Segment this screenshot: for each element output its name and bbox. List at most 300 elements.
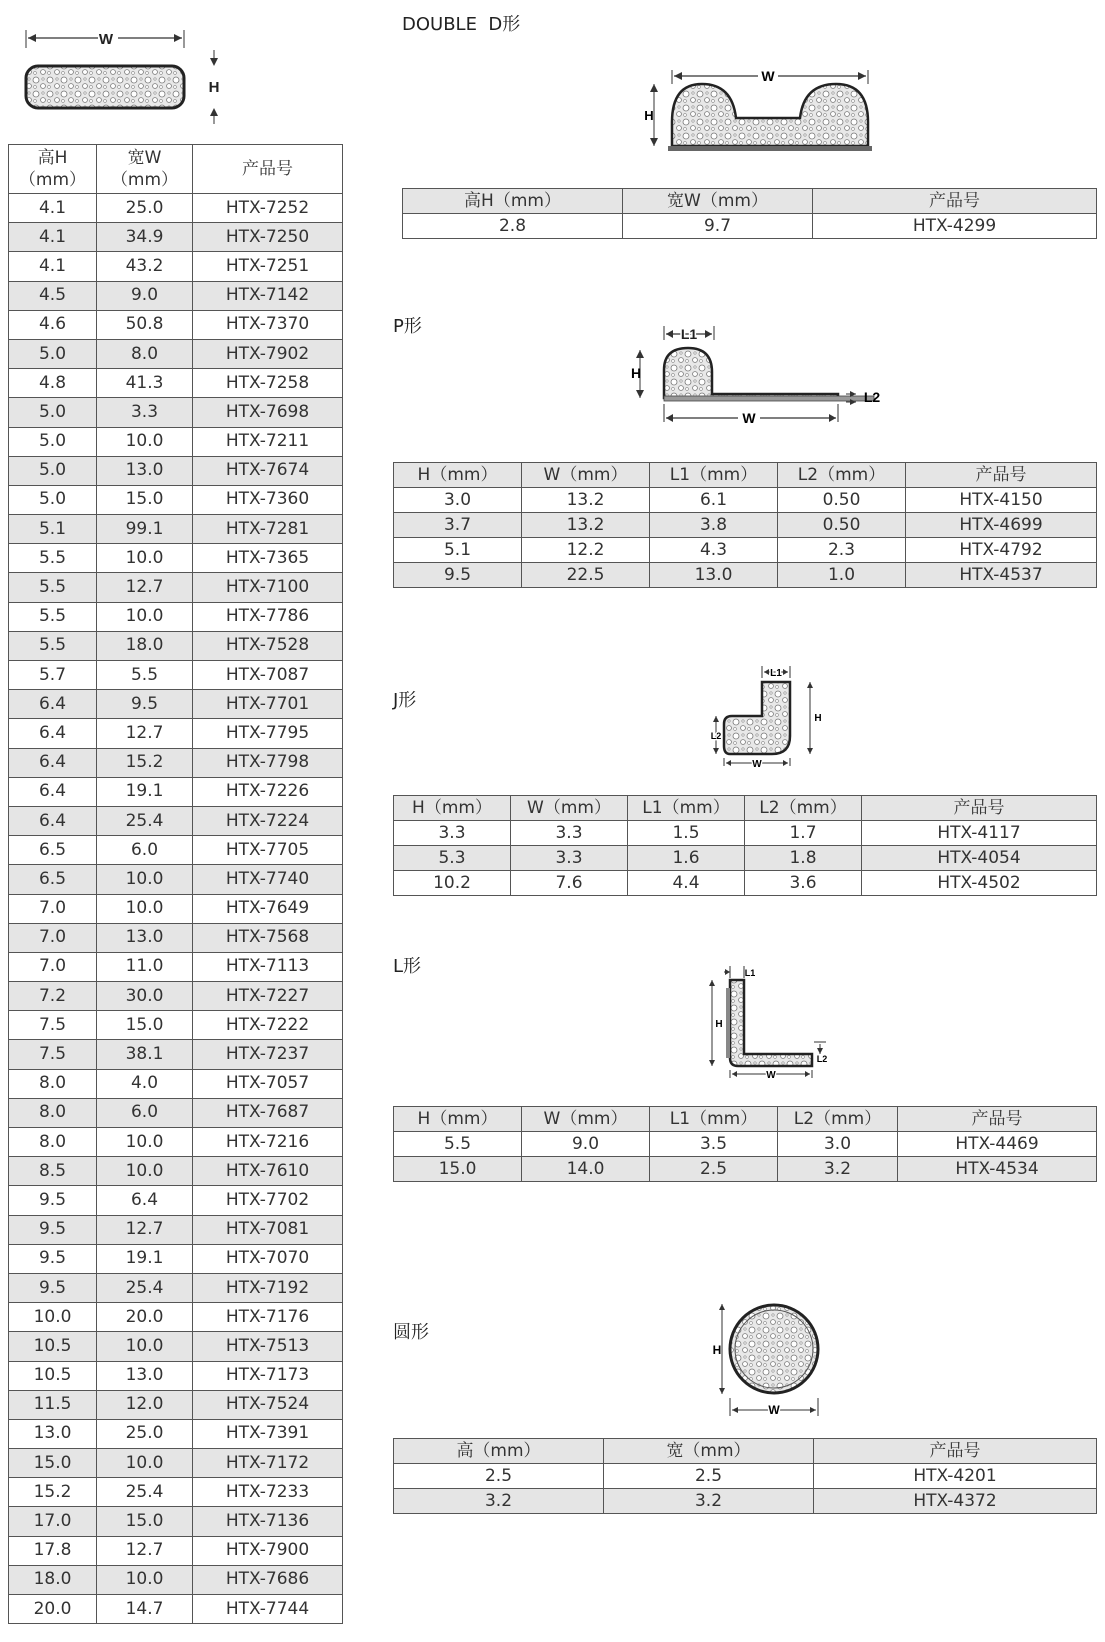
table-row (9, 1361, 343, 1390)
table-cell: 1.0 (778, 563, 906, 588)
table-cell: HTX-4537 (906, 563, 1097, 588)
table-row (394, 513, 1097, 538)
table-cell: HTX-4534 (898, 1157, 1097, 1182)
table-cell: 4.1 (9, 252, 97, 281)
table-row (9, 1390, 343, 1419)
table-row (9, 690, 343, 719)
round-h-label: H (712, 1343, 722, 1357)
table-header-cell: L1（mm） (628, 796, 745, 821)
table-cell: 5.0 (9, 485, 97, 514)
table-cell: 18.0 (9, 1565, 97, 1594)
table-cell: 5.1 (9, 515, 97, 544)
table-cell: HTX-4469 (898, 1132, 1097, 1157)
table-header-cell: W（mm） (522, 463, 650, 488)
table-row (9, 1595, 343, 1624)
table-cell: 13.0 (97, 923, 193, 952)
table-cell: HTX-7649 (193, 894, 343, 923)
table-cell: HTX-7113 (193, 952, 343, 981)
table-cell: 5.0 (9, 339, 97, 368)
table-cell: 3.3 (97, 398, 193, 427)
table-cell: 7.5 (9, 1040, 97, 1069)
table-cell: HTX-7281 (193, 515, 343, 544)
table-header-cell: L2（mm） (778, 1107, 898, 1132)
table-cell: HTX-4372 (814, 1489, 1097, 1514)
table-row (9, 1157, 343, 1186)
table-cell: 4.8 (9, 369, 97, 398)
table-header-cell: W（mm） (511, 796, 628, 821)
table-cell: 15.0 (97, 1507, 193, 1536)
table-cell: 5.1 (394, 538, 522, 563)
table-cell: HTX-7251 (193, 252, 343, 281)
p-l2-label: L2 (863, 389, 881, 405)
table-cell: 5.5 (9, 631, 97, 660)
table-cell: 15.0 (97, 1011, 193, 1040)
table-cell: 12.2 (522, 538, 650, 563)
double-d-w-label: W (761, 68, 775, 84)
table-row (9, 1419, 343, 1448)
table-cell: 18.0 (97, 631, 193, 660)
table-cell: HTX-7136 (193, 1507, 343, 1536)
table-cell: 9.5 (9, 1273, 97, 1302)
table-cell: 8.0 (97, 339, 193, 368)
round-w-label: W (768, 1403, 780, 1417)
table-header-cell: 宽（mm） (604, 1439, 814, 1464)
table-cell: 10.0 (97, 1332, 193, 1361)
table-header-cell: 产品号 (862, 796, 1097, 821)
table-cell: 10.5 (9, 1361, 97, 1390)
table-row (394, 821, 1097, 846)
table-cell: 4.1 (9, 194, 97, 223)
table-cell: 10.0 (97, 865, 193, 894)
table-cell: 7.0 (9, 952, 97, 981)
table-header-cell: L2（mm） (745, 796, 862, 821)
table-header-row (9, 145, 343, 194)
table-row (9, 1011, 343, 1040)
table-cell: 99.1 (97, 515, 193, 544)
table-header-cell: L1（mm） (650, 1107, 778, 1132)
table-cell: HTX-7795 (193, 719, 343, 748)
j-l1-label: L1 (770, 668, 782, 679)
table-cell: 3.3 (394, 821, 511, 846)
table-cell: HTX-7087 (193, 661, 343, 690)
table-cell: 13.0 (97, 456, 193, 485)
table-header-cell: H（mm） (394, 1107, 522, 1132)
table-header-cell: W（mm） (522, 1107, 650, 1132)
table-row (394, 1132, 1097, 1157)
table-cell: 41.3 (97, 369, 193, 398)
table-cell: 50.8 (97, 310, 193, 339)
table-cell: HTX-7674 (193, 456, 343, 485)
table-cell: 1.8 (745, 846, 862, 871)
table-row (394, 1464, 1097, 1489)
table-cell: 15.0 (9, 1449, 97, 1478)
table-cell: 15.0 (97, 485, 193, 514)
table-cell: HTX-4117 (862, 821, 1097, 846)
table-cell: 10.0 (97, 894, 193, 923)
p-shape-table (393, 462, 1097, 588)
table-cell: 5.5 (394, 1132, 522, 1157)
p-shape-title: P形 (393, 316, 422, 337)
table-header-cell: L1（mm） (650, 463, 778, 488)
table-cell: 34.9 (97, 223, 193, 252)
table-cell: 6.4 (9, 690, 97, 719)
j-h-label: H (814, 713, 822, 724)
table-row (9, 806, 343, 835)
table-cell: 6.4 (9, 806, 97, 835)
table-cell: 3.0 (394, 488, 522, 513)
round-diagram (706, 1298, 826, 1422)
double-d-table (402, 188, 1097, 239)
table-row (9, 982, 343, 1011)
table-cell: 3.2 (394, 1489, 604, 1514)
table-cell: 17.0 (9, 1507, 97, 1536)
table-row (9, 1303, 343, 1332)
table-header-cell: H（mm） (394, 463, 522, 488)
table-cell: 3.8 (650, 513, 778, 538)
table-cell: HTX-7528 (193, 631, 343, 660)
table-row (9, 923, 343, 952)
l-l1-label: L1 (744, 968, 756, 978)
table-cell: 12.7 (97, 719, 193, 748)
table-cell: HTX-7172 (193, 1449, 343, 1478)
table-row (394, 1157, 1097, 1182)
p-h-label: H (630, 365, 642, 381)
table-cell: 4.0 (97, 1069, 193, 1098)
table-cell: 22.5 (522, 563, 650, 588)
table-row (9, 339, 343, 368)
table-cell: 7.2 (9, 982, 97, 1011)
table-cell: 9.5 (97, 690, 193, 719)
table-row (9, 544, 343, 573)
l-h-label: H (715, 1019, 723, 1030)
table-cell: 5.0 (9, 427, 97, 456)
table-cell: HTX-7701 (193, 690, 343, 719)
table-cell: 3.2 (778, 1157, 898, 1182)
table-row (9, 1186, 343, 1215)
table-cell: 11.0 (97, 952, 193, 981)
table-cell: HTX-7176 (193, 1303, 343, 1332)
table-cell: 12.7 (97, 573, 193, 602)
table-row (9, 194, 343, 223)
table-cell: 1.7 (745, 821, 862, 846)
table-cell: HTX-7192 (193, 1273, 343, 1302)
table-row (9, 398, 343, 427)
table-cell: HTX-7070 (193, 1244, 343, 1273)
table-cell: 6.4 (97, 1186, 193, 1215)
table-cell: 5.3 (394, 846, 511, 871)
table-row (9, 719, 343, 748)
table-cell: 10.0 (9, 1303, 97, 1332)
l-shape-diagram (702, 962, 832, 1080)
table-cell: HTX-7100 (193, 573, 343, 602)
table-cell: HTX-7081 (193, 1215, 343, 1244)
table-row (394, 846, 1097, 871)
table-header-cell: 产品号 (906, 463, 1097, 488)
table-cell: 9.0 (522, 1132, 650, 1157)
table-cell: HTX-7227 (193, 982, 343, 1011)
table-cell: HTX-7798 (193, 748, 343, 777)
table-row (9, 1244, 343, 1273)
table-cell: 9.5 (394, 563, 522, 588)
table-cell: HTX-7365 (193, 544, 343, 573)
table-cell: 6.4 (9, 719, 97, 748)
table-cell: 5.5 (9, 573, 97, 602)
table-header-cell: 产品号 (813, 189, 1097, 214)
table-cell: 9.5 (9, 1186, 97, 1215)
table-cell: HTX-7786 (193, 602, 343, 631)
header-product: 产品号 (193, 145, 343, 194)
table-cell: HTX-4054 (862, 846, 1097, 871)
table-row (394, 488, 1097, 513)
table-cell: 3.2 (604, 1489, 814, 1514)
table-row (9, 1215, 343, 1244)
table-cell: HTX-7698 (193, 398, 343, 427)
table-cell: 2.8 (403, 214, 623, 239)
table-row (9, 427, 343, 456)
table-cell: HTX-7211 (193, 427, 343, 456)
table-cell: HTX-7142 (193, 281, 343, 310)
j-shape-table (393, 795, 1097, 896)
table-cell: 0.50 (778, 488, 906, 513)
table-cell: HTX-7705 (193, 836, 343, 865)
table-cell: 6.4 (9, 777, 97, 806)
p-shape-diagram (628, 322, 898, 432)
table-cell: 2.5 (394, 1464, 604, 1489)
table-row (9, 748, 343, 777)
table-cell: 2.5 (650, 1157, 778, 1182)
table-cell: 13.2 (522, 488, 650, 513)
table-row (9, 573, 343, 602)
table-row (9, 865, 343, 894)
table-cell: 3.0 (778, 1132, 898, 1157)
table-row (9, 894, 343, 923)
table-cell: 3.7 (394, 513, 522, 538)
table-cell: 0.50 (778, 513, 906, 538)
table-cell: 5.0 (9, 456, 97, 485)
table-cell: 7.6 (511, 871, 628, 896)
table-header-cell: H（mm） (394, 796, 511, 821)
table-row (9, 369, 343, 398)
double-d-h-label: H (644, 108, 654, 123)
l-shape-table (393, 1106, 1097, 1182)
table-cell: 30.0 (97, 982, 193, 1011)
j-shape-diagram (704, 662, 834, 772)
table-cell: 4.1 (9, 223, 97, 252)
table-cell: HTX-7686 (193, 1565, 343, 1594)
table-cell: 13.0 (9, 1419, 97, 1448)
table-cell: HTX-7258 (193, 369, 343, 398)
table-cell: HTX-7216 (193, 1128, 343, 1157)
table-cell: 14.7 (97, 1595, 193, 1624)
table-cell: 5.5 (97, 661, 193, 690)
table-cell: 4.4 (628, 871, 745, 896)
table-row (9, 602, 343, 631)
table-cell: HTX-7370 (193, 310, 343, 339)
table-header-cell: 高（mm） (394, 1439, 604, 1464)
table-cell: 43.2 (97, 252, 193, 281)
table-cell: 6.5 (9, 865, 97, 894)
table-cell: 5.7 (9, 661, 97, 690)
table-row (9, 777, 343, 806)
table-cell: HTX-7524 (193, 1390, 343, 1419)
table-cell: 17.8 (9, 1536, 97, 1565)
table-row (9, 1128, 343, 1157)
table-row (9, 1332, 343, 1361)
flat-strip-table (8, 144, 343, 1624)
table-row (403, 214, 1097, 239)
table-cell: 25.0 (97, 194, 193, 223)
l-l2-label: L2 (816, 1054, 828, 1064)
table-cell: HTX-7702 (193, 1186, 343, 1215)
table-row (394, 538, 1097, 563)
table-row (9, 310, 343, 339)
flat-w-label: W (98, 31, 114, 48)
table-cell: HTX-7252 (193, 194, 343, 223)
table-cell: 11.5 (9, 1390, 97, 1419)
table-cell: 5.5 (9, 544, 97, 573)
table-cell: HTX-4502 (862, 871, 1097, 896)
table-cell: 10.0 (97, 544, 193, 573)
table-cell: 9.7 (623, 214, 813, 239)
double-d-diagram (640, 62, 880, 157)
table-header-cell: 高H（mm） (403, 189, 623, 214)
table-row (9, 1069, 343, 1098)
table-cell: 1.6 (628, 846, 745, 871)
table-row (9, 252, 343, 281)
table-cell: 3.6 (745, 871, 862, 896)
table-cell: 38.1 (97, 1040, 193, 1069)
table-cell: 10.0 (97, 1157, 193, 1186)
table-row (9, 456, 343, 485)
table-cell: 15.0 (394, 1157, 522, 1182)
table-cell: 2.3 (778, 538, 906, 563)
table-row (9, 952, 343, 981)
table-cell: 14.0 (522, 1157, 650, 1182)
table-cell: 6.5 (9, 836, 97, 865)
table-row (9, 631, 343, 660)
table-cell: HTX-4792 (906, 538, 1097, 563)
table-row (9, 1565, 343, 1594)
table-cell: 25.4 (97, 1273, 193, 1302)
table-cell: 15.2 (97, 748, 193, 777)
table-row (394, 1489, 1097, 1514)
flat-h-label: H (208, 79, 220, 96)
table-cell: 10.2 (394, 871, 511, 896)
table-cell: 6.1 (650, 488, 778, 513)
table-cell: 13.0 (97, 1361, 193, 1390)
table-cell: HTX-7610 (193, 1157, 343, 1186)
table-row (9, 1507, 343, 1536)
table-cell: 15.2 (9, 1478, 97, 1507)
table-cell: 8.0 (9, 1098, 97, 1127)
table-cell: 10.5 (9, 1332, 97, 1361)
table-cell: 5.0 (9, 398, 97, 427)
table-cell: HTX-7057 (193, 1069, 343, 1098)
table-cell: 4.5 (9, 281, 97, 310)
round-table (393, 1438, 1097, 1514)
table-cell: HTX-7360 (193, 485, 343, 514)
table-row (9, 661, 343, 690)
table-cell: 9.0 (97, 281, 193, 310)
table-cell: 8.5 (9, 1157, 97, 1186)
table-cell: 25.4 (97, 806, 193, 835)
table-cell: 10.0 (97, 1565, 193, 1594)
table-cell: 13.0 (650, 563, 778, 588)
table-cell: 6.0 (97, 1098, 193, 1127)
table-cell: 19.1 (97, 1244, 193, 1273)
table-cell: 8.0 (9, 1069, 97, 1098)
l-w-label: W (766, 1070, 776, 1080)
table-cell: HTX-7391 (193, 1419, 343, 1448)
table-row (9, 1098, 343, 1127)
header-width: 宽W （mm） (97, 145, 193, 194)
table-cell: 10.0 (97, 1449, 193, 1478)
table-cell: 9.5 (9, 1215, 97, 1244)
table-cell: HTX-7687 (193, 1098, 343, 1127)
table-cell: 1.5 (628, 821, 745, 846)
table-cell: 3.3 (511, 821, 628, 846)
table-header-cell: 产品号 (898, 1107, 1097, 1132)
table-cell: HTX-7513 (193, 1332, 343, 1361)
table-cell: HTX-7250 (193, 223, 343, 252)
table-cell: 3.3 (511, 846, 628, 871)
flat-strip-diagram (18, 20, 238, 130)
table-cell: HTX-7233 (193, 1478, 343, 1507)
table-cell: 3.5 (650, 1132, 778, 1157)
table-cell: 25.0 (97, 1419, 193, 1448)
table-cell: 10.0 (97, 602, 193, 631)
table-row (9, 281, 343, 310)
table-cell: HTX-7224 (193, 806, 343, 835)
table-cell: HTX-4699 (906, 513, 1097, 538)
table-cell: 4.3 (650, 538, 778, 563)
round-title: 圆形 (393, 1322, 429, 1343)
table-cell: 19.1 (97, 777, 193, 806)
table-cell: HTX-7226 (193, 777, 343, 806)
l-shape-title: L形 (393, 956, 422, 977)
table-header-cell: 产品号 (814, 1439, 1097, 1464)
table-cell: 7.0 (9, 923, 97, 952)
table-cell: 20.0 (9, 1595, 97, 1624)
table-header-cell: 宽W（mm） (623, 189, 813, 214)
table-cell: 2.5 (604, 1464, 814, 1489)
table-cell: 10.0 (97, 427, 193, 456)
table-header-cell: L2（mm） (778, 463, 906, 488)
table-cell: 4.6 (9, 310, 97, 339)
table-row (9, 1449, 343, 1478)
j-shape-title: J形 (393, 690, 417, 711)
table-cell: HTX-7902 (193, 339, 343, 368)
j-l2-label: L2 (710, 731, 722, 741)
table-cell: 8.0 (9, 1128, 97, 1157)
table-row (394, 563, 1097, 588)
p-l1-label: L1 (680, 326, 698, 342)
table-cell: 13.2 (522, 513, 650, 538)
table-cell: HTX-4299 (813, 214, 1097, 239)
double-d-title: DOUBLE D形 (402, 14, 521, 35)
table-cell: 12.0 (97, 1390, 193, 1419)
table-cell: 7.5 (9, 1011, 97, 1040)
table-cell: 25.4 (97, 1478, 193, 1507)
table-row (9, 1040, 343, 1069)
table-cell: HTX-7900 (193, 1536, 343, 1565)
table-cell: 5.5 (9, 602, 97, 631)
table-cell: 12.7 (97, 1536, 193, 1565)
table-cell: 10.0 (97, 1128, 193, 1157)
table-cell: 9.5 (9, 1244, 97, 1273)
table-row (394, 871, 1097, 896)
table-row (9, 485, 343, 514)
